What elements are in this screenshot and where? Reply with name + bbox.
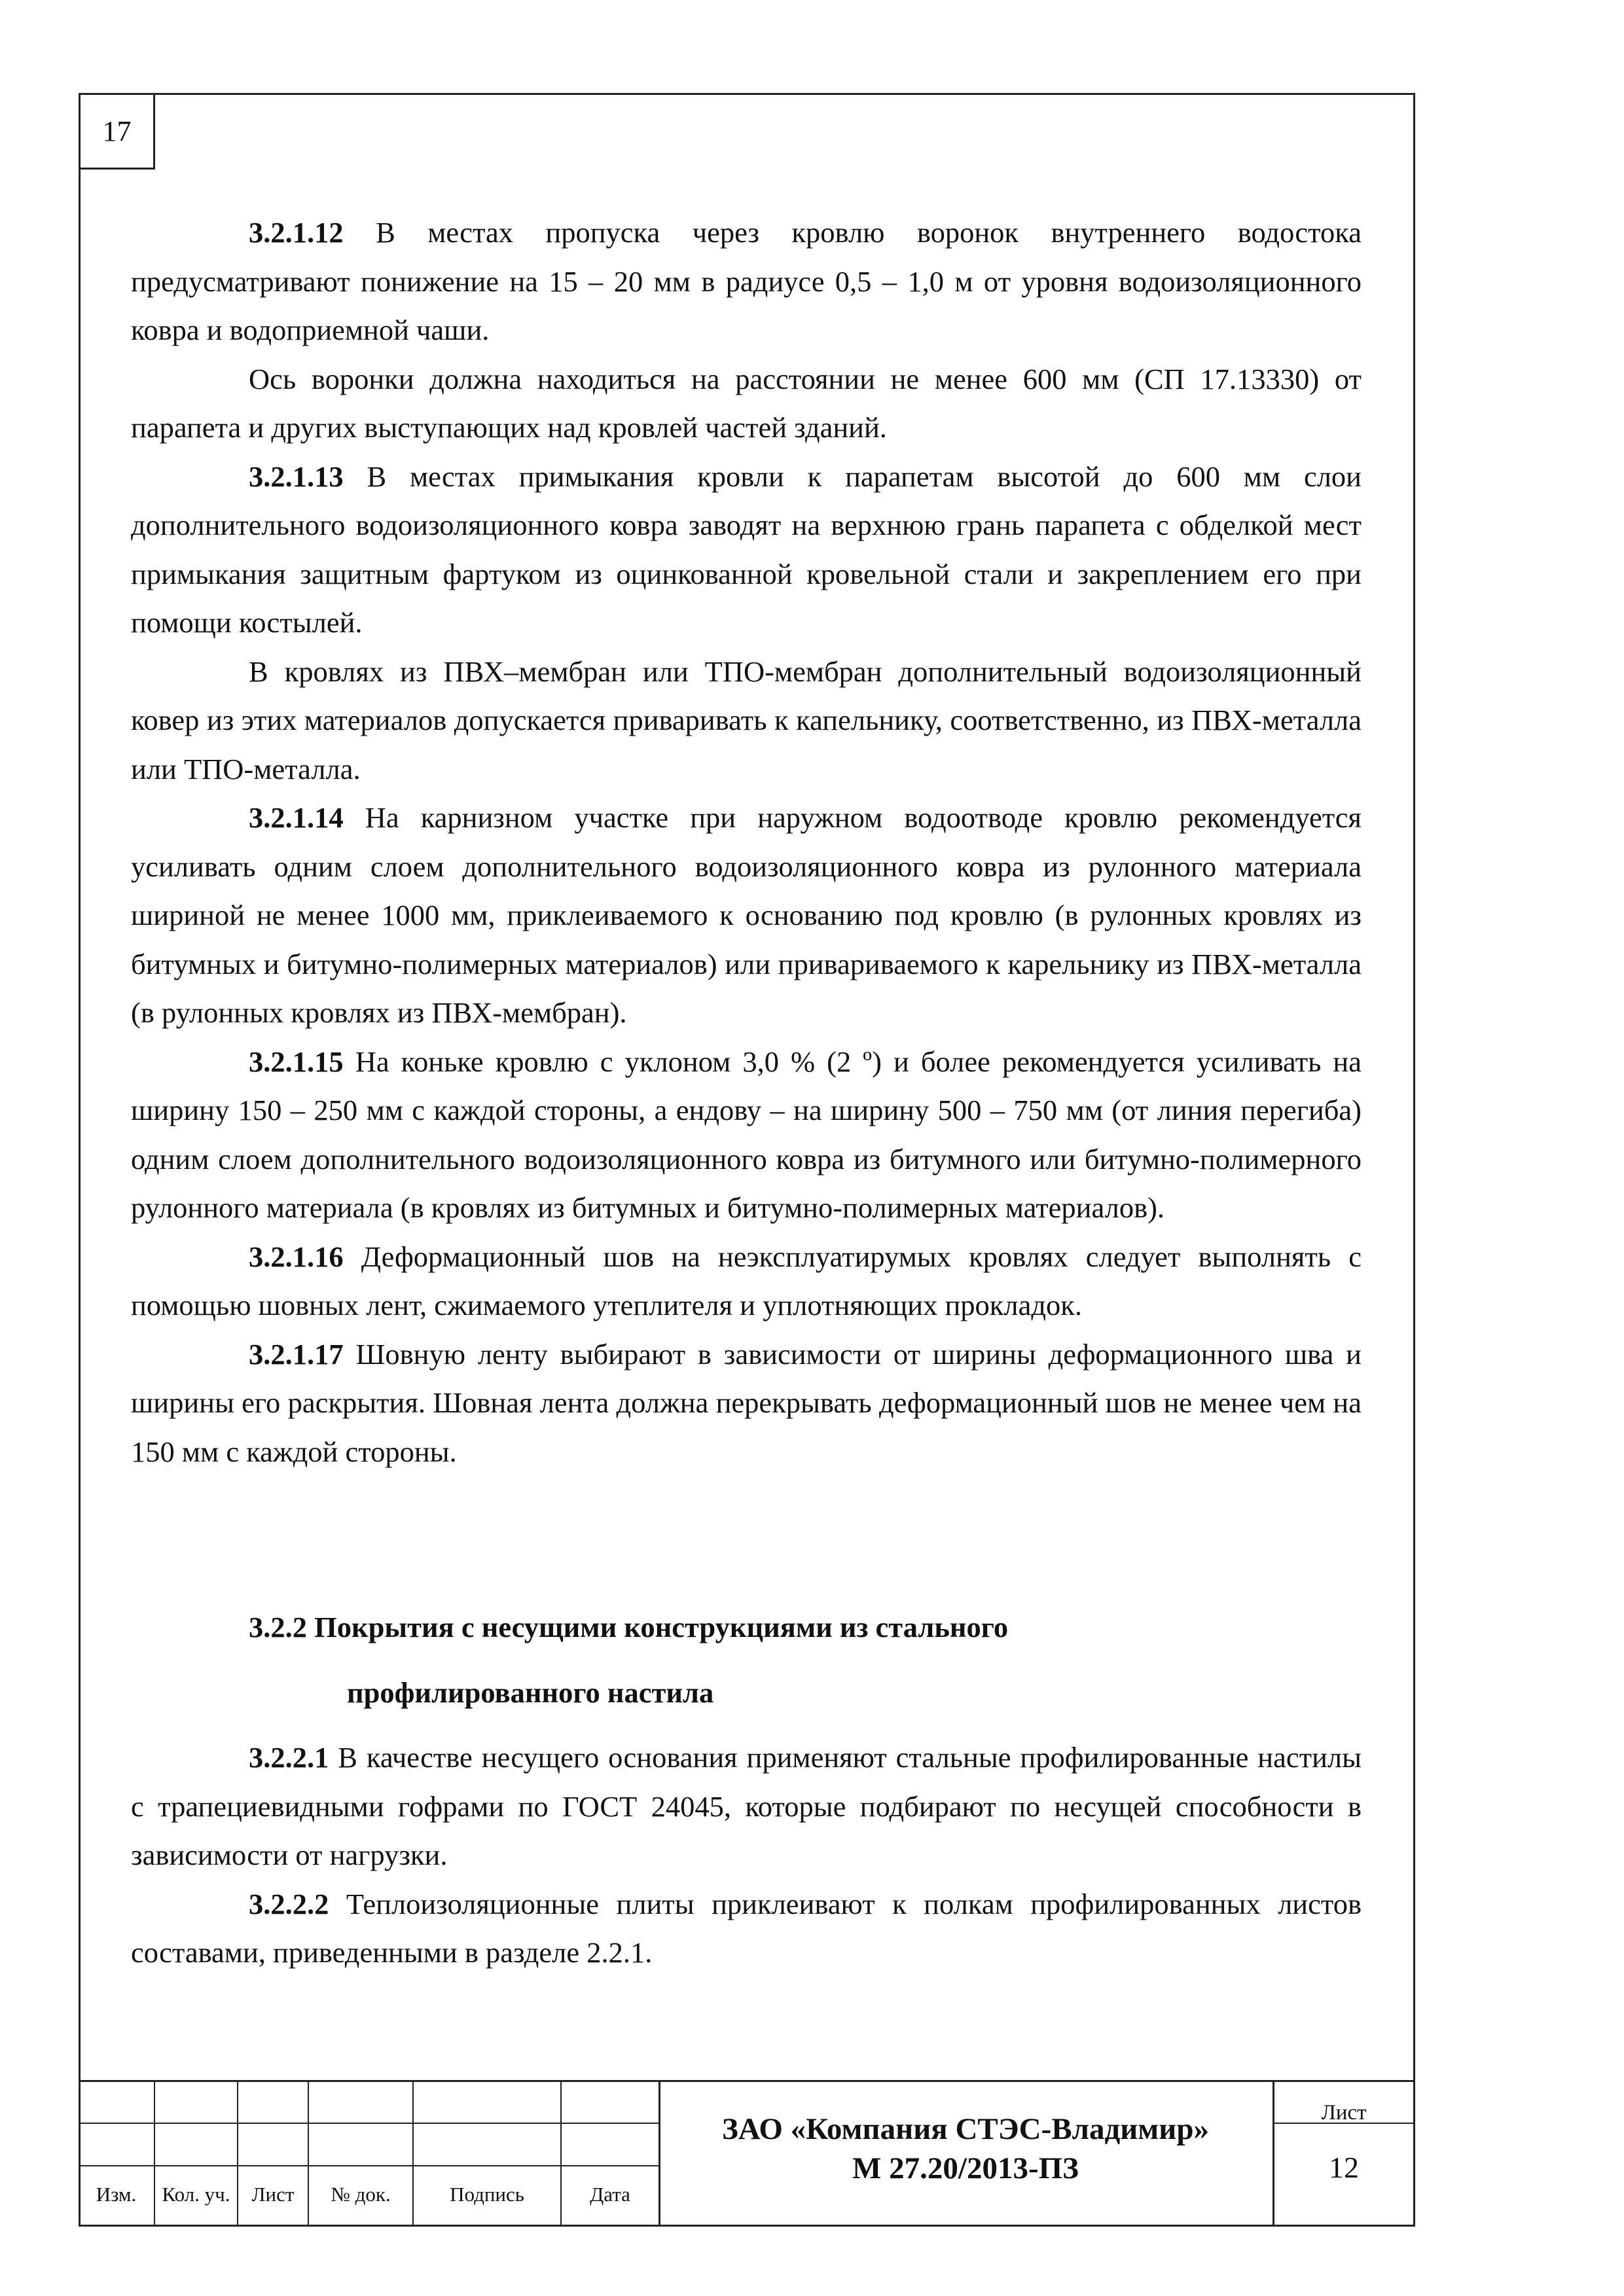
clause-number: 3.2.2.1 xyxy=(249,1741,329,1774)
body-text-2 xyxy=(131,1733,1362,1977)
title-block-top-border xyxy=(79,2080,1415,2082)
body-text xyxy=(131,208,1362,1476)
document-code: М 27.20/2013-ПЗ xyxy=(852,2151,1079,2185)
col-date-label: Дата xyxy=(590,2183,630,2206)
paragraph xyxy=(131,793,1362,1037)
col-izm-label: Изм. xyxy=(96,2183,137,2206)
paragraph xyxy=(131,1037,1362,1232)
paragraph-text: На карнизном участке при наружном водоотводе кровлю рекомендуется усиливать одним слоем дополнительного водоизоляционного ковра из рулонного материала шириной не менее 1000 мм, приклеиваемого к основанию под кровлю (в рулонных кровлях из битумных и битумно-полимерных материалов) или привариваемого к карельнику из ПВХ-металла (в рулонных кровлях из ПВХ-мембран). xyxy=(131,801,1362,1029)
paragraph xyxy=(131,208,1362,355)
paragraph-text: На коньке кровлю с уклоном 3,0 % (2 º) и более рекомендуется усиливать на ширину 150 – 250 мм с каждой стороны, а ендову – на ширину 500 – 750 мм (от линия перегиба) одним слоем дополнительного водоизоляционного ковра из битумного или битумно-полимерного рулонного материала (в кровлях из битумных и битумно-полимерных материалов). xyxy=(131,1045,1362,1224)
sheet-label: Лист xyxy=(1321,2101,1367,2125)
paragraph xyxy=(131,452,1362,647)
col-list-label: Лист xyxy=(251,2183,295,2206)
paragraph-text: Ось воронки должна находиться на расстоянии не менее 600 мм (СП 17.13330) от парапета и других выступающих над кровлей частей зданий. xyxy=(131,362,1362,444)
clause-number: 3.2.1.15 xyxy=(249,1045,344,1078)
col-doc-label: № док. xyxy=(331,2183,391,2206)
clause-number: 3.2.1.12 xyxy=(249,216,344,249)
clause-number: 3.2.1.14 xyxy=(249,801,344,834)
title-block-row-line xyxy=(79,2165,659,2166)
paragraph xyxy=(131,1330,1362,1477)
col-sign-label: Подпись xyxy=(450,2183,524,2206)
paragraph-text: В местах пропуска через кровлю воронок внутреннего водостока предусматривают понижение на 15 – 20 мм в радиусе 0,5 – 1,0 м от уровня водоизоляционного ковра и водоприемной чаши. xyxy=(131,216,1362,346)
paragraph xyxy=(131,1733,1362,1880)
paragraph xyxy=(131,647,1362,794)
title-block-col-line xyxy=(659,2080,660,2227)
document-title xyxy=(661,2109,1270,2188)
clause-number: 3.2.1.17 xyxy=(249,1337,344,1371)
clause-number: 3.2.2.2 xyxy=(249,1887,329,1920)
sheet-number: 12 xyxy=(1329,2151,1359,2184)
paragraph xyxy=(131,355,1362,452)
paragraph xyxy=(131,1232,1362,1330)
col-kol-label: Кол. уч. xyxy=(162,2183,230,2206)
section-heading-line1: 3.2.2 Покрытия с несущими конструкциями из стального xyxy=(249,1611,1009,1643)
clause-number: 3.2.1.16 xyxy=(249,1240,344,1273)
company-name: ЗАО «Компания СТЭС-Владимир» xyxy=(721,2112,1210,2146)
paragraph xyxy=(131,1880,1362,1977)
paragraph-text: Деформационный шов на неэксплуатирумых кровлях следует выполнять с помощью шовных лент, сжимаемого утеплителя и уплотняющих прокладок. xyxy=(131,1240,1362,1321)
paragraph-text: В качестве несущего основания применяют стальные профилированные настилы с трапециевидными гофрами по ГОСТ 24045, которые подбирают по несущей способности в зависимости от нагрузки. xyxy=(131,1741,1362,1871)
section-heading-line2: профилированного настила xyxy=(347,1676,714,1709)
paragraph-text: Шовную ленту выбирают в зависимости от ширины деформационного шва и ширины его раскрытия. Шовная лента должна перекрывать деформационный шов не менее чем на 150 мм с каждой стороны. xyxy=(131,1337,1362,1468)
clause-number: 3.2.1.13 xyxy=(249,459,344,493)
paragraph-text: Теплоизоляционные плиты приклеивают к полкам профилированных листов составами, приведенными в разделе 2.2.1. xyxy=(131,1887,1362,1969)
title-block-row-line xyxy=(79,2123,659,2124)
page-number: 17 xyxy=(79,93,155,170)
paragraph-text: В кровлях из ПВХ–мембран или ТПО-мембран дополнительный водоизоляционный ковер из этих материалов допускается приваривать к капельнику, соответственно, из ПВХ-металла или ТПО-металла. xyxy=(131,655,1362,785)
paragraph-text: В местах примыкания кровли к парапетам высотой до 600 мм слои дополнительного водоизоляционного ковра заводят на верхнюю грань парапета с обделкой мест примыкания защитным фартуком из оцинкованной кровельной стали и закреплением его при помощи костылей. xyxy=(131,459,1362,639)
